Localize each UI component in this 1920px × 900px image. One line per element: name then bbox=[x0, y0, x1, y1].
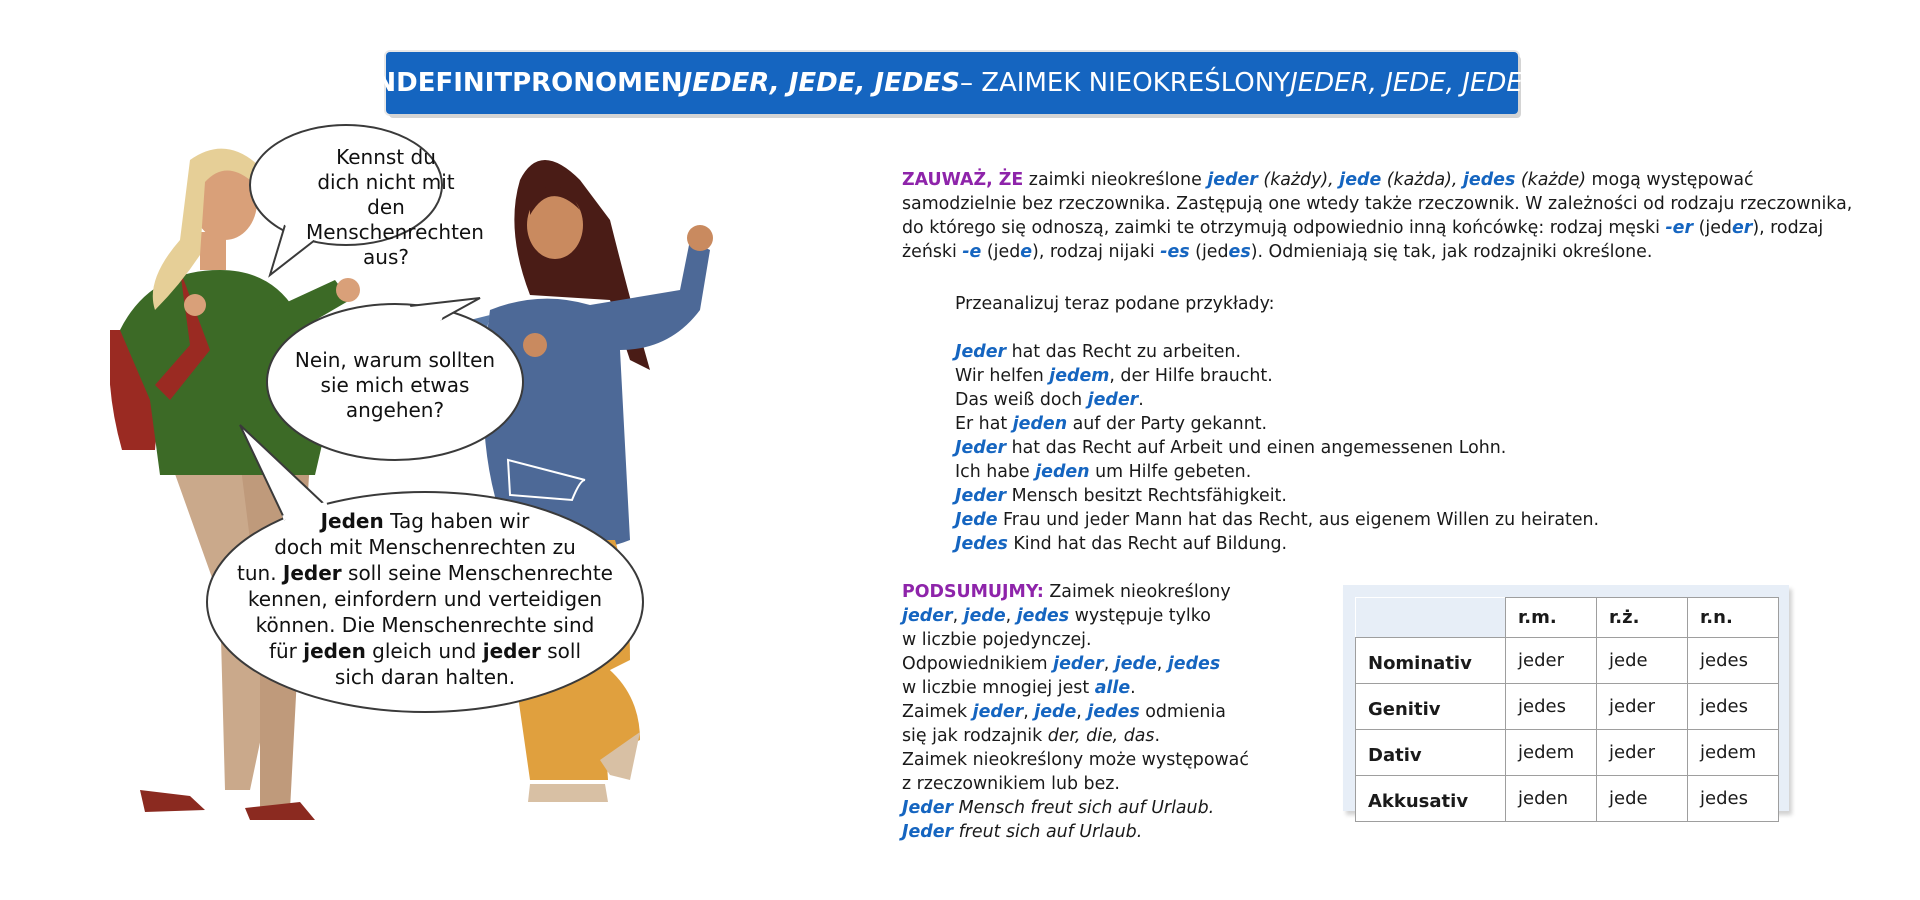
table-cell: jeder bbox=[1506, 638, 1597, 684]
illustration-two-people bbox=[110, 120, 900, 840]
example-line: Jede Frau und jeder Mann hat das Recht, aus eigenem Willen zu heiraten. bbox=[955, 510, 1600, 530]
notice-label: ZAUWAŻ, ŻE bbox=[902, 170, 1024, 190]
table-cell: jeder bbox=[1597, 730, 1688, 776]
speech-bubble-3: Jeden Tag haben wir doch mit Menschenrechten zu tun. Jeder soll seine Menschenrechte kennen, einfordern und verteidigen können. Die Menschenrechte sind für jeden gleich und jeder soll sich daran halten. bbox=[237, 509, 613, 689]
row-header: Dativ bbox=[1356, 730, 1506, 776]
table-cell: jedem bbox=[1506, 730, 1597, 776]
examples-list bbox=[955, 340, 1599, 556]
summary-section: PODSUMUJMY: Zaimek nieokreślony jeder, jede, jedes występuje tylko w liczbie pojedynczej. Odpowiednikiem jeder, jede, jedes w liczbie mnogiej jest alle. Zaimek jeder, jede, jedes odmienia się jak rodzajnik der, die, das. Zaimek nieokreślony może występować z rzeczownikiem lub bez. Jeder Mensch freut sich auf Urlaub. Jeder freut sich auf Urlaub. bbox=[902, 582, 1249, 842]
column-header: r.n. bbox=[1688, 598, 1779, 638]
table-cell: jedes bbox=[1688, 684, 1779, 730]
title-prefix: INDEFINITPRONOMEN bbox=[364, 68, 683, 98]
table-corner bbox=[1356, 598, 1506, 638]
title-forms-2: JEDER, JEDE, JEDES bbox=[1290, 68, 1540, 98]
table-row bbox=[1356, 776, 1779, 822]
table-cell: jedem bbox=[1688, 730, 1779, 776]
column-header: r.ż. bbox=[1597, 598, 1688, 638]
row-header: Genitiv bbox=[1356, 684, 1506, 730]
table-row bbox=[1356, 638, 1779, 684]
declension-table bbox=[1355, 597, 1779, 822]
table-cell: jede bbox=[1597, 776, 1688, 822]
table-cell: jedes bbox=[1688, 776, 1779, 822]
table-header-row bbox=[1356, 598, 1779, 638]
example-line: Wir helfen jedem, der Hilfe braucht. bbox=[955, 366, 1273, 386]
table-cell: jeder bbox=[1597, 684, 1688, 730]
declension-table-panel bbox=[1343, 585, 1789, 811]
notice-paragraph: ZAUWAŻ, ŻE zaimki nieokreślone jeder (każdy), jede (każda), jedes (każde) mogą występować samodzielnie bez rzeczownika. Zastępują one wtedy także rzeczownik. W zależności od rodzaju rzeczownika, do którego się odnoszą, zaimki te otrzymują odpowiednio inną końcówkę: rodzaj męski -er (jeder), rodzaj żeński -e (jede), rodzaj nijaki -es (jedes). Odmieniają się tak, jak rodzajniki określone. bbox=[902, 170, 1853, 262]
table-row bbox=[1356, 730, 1779, 776]
title-dash: – ZAIMEK NIEOKREŚLONY bbox=[959, 68, 1291, 98]
table-cell: jedes bbox=[1506, 684, 1597, 730]
example-line: Jeder hat das Recht auf Arbeit und einen angemessenen Lohn. bbox=[955, 438, 1507, 458]
summary-label: PODSUMUJMY: bbox=[902, 582, 1044, 602]
example-line: Das weiß doch jeder. bbox=[955, 390, 1144, 410]
table-cell: jedes bbox=[1688, 638, 1779, 684]
example-line: Er hat jeden auf der Party gekannt. bbox=[955, 414, 1268, 434]
row-header: Akkusativ bbox=[1356, 776, 1506, 822]
example-line: Jeder hat das Recht zu arbeiten. bbox=[955, 342, 1241, 362]
column-header: r.m. bbox=[1506, 598, 1597, 638]
row-header: Nominativ bbox=[1356, 638, 1506, 684]
table-row bbox=[1356, 684, 1779, 730]
analyze-instruction: Przeanalizuj teraz podane przykłady: bbox=[955, 294, 1275, 314]
example-line: Ich habe jeden um Hilfe gebeten. bbox=[955, 462, 1252, 482]
speech-bubble-2: Nein, warum sollten sie mich etwas angehen? bbox=[294, 348, 496, 422]
title-forms: JEDER, JEDE, JEDES bbox=[682, 68, 960, 98]
example-line: Jedes Kind hat das Recht auf Bildung. bbox=[955, 534, 1288, 554]
table-cell: jede bbox=[1597, 638, 1688, 684]
page-title bbox=[364, 52, 1540, 114]
table-cell: jeden bbox=[1506, 776, 1597, 822]
example-line: Jeder Mensch besitzt Rechtsfähigkeit. bbox=[955, 486, 1287, 506]
speech-bubble-1: Kennst du dich nicht mit den Menschenrechten aus? bbox=[306, 145, 484, 269]
